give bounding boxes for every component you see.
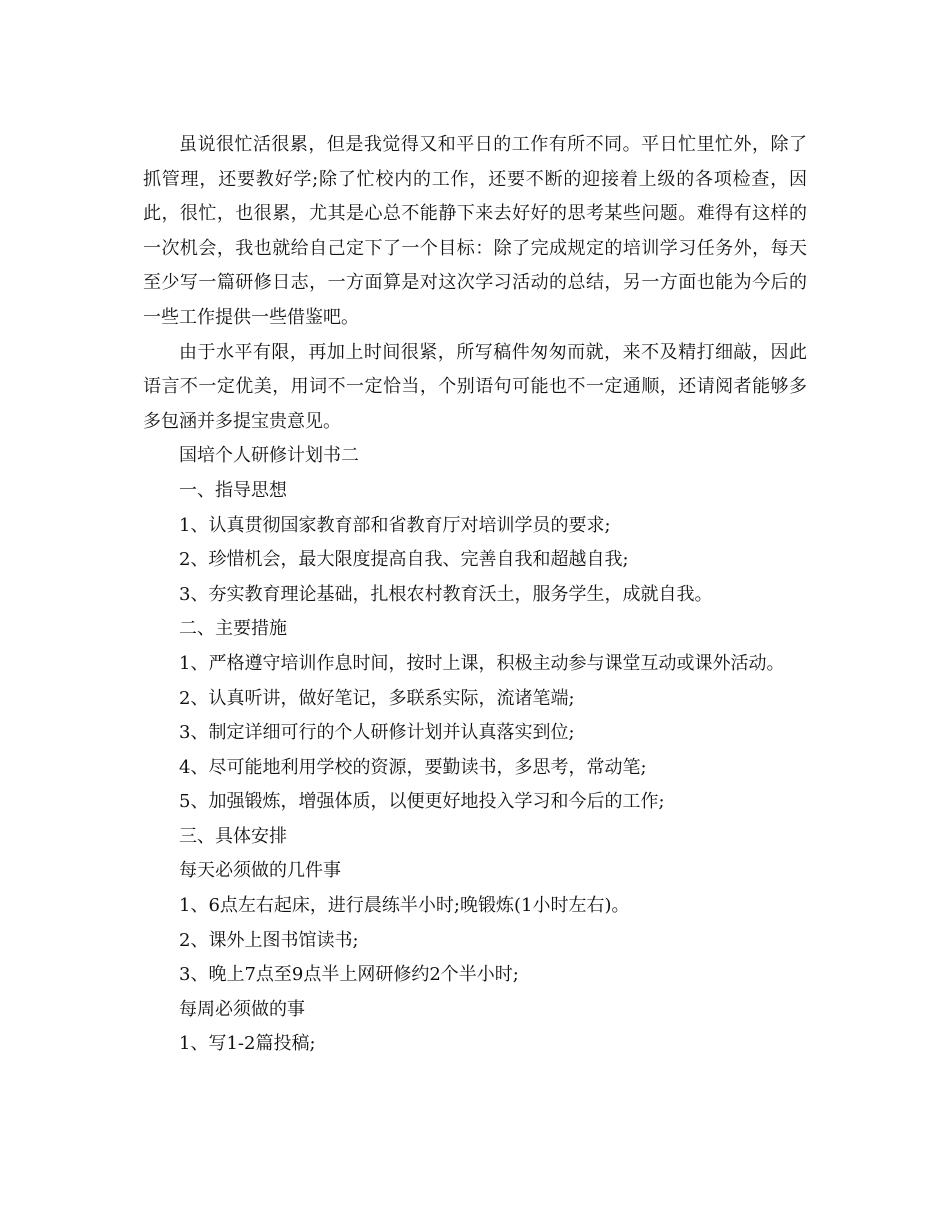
paragraph-disclaimer: 由于水平有限，再加上时间很紧，所写稿件匆匆而就，来不及精打细敲，因此语言不一定优美，用词不一定恰当，个别语句可能也不一定通顺，还请阅者能够多多包涵并多提宝贵意见。 [143,341,807,432]
plan-title: 国培个人研修计划书二 [179,445,359,467]
list-item: 1、6点左右起床，进行晨练半小时;晚锻炼(1小时左右)。 [179,895,630,917]
list-item: 3、晚上7点至9点半上网研修约2个半小时; [179,964,519,986]
paragraph-intro: 虽说很忙活很累，但是我觉得又和平日的工作有所不同。平日忙里忙外，除了抓管理，还要教好学;除了忙校内的工作，还要不断的迎接着上级的各项检查，因此，很忙，也很累，尤其是心总不能静下来去好好的思考某些问题。难得有这样的一次机会，我也就给自己定下了一个目标：除了完成规定的培训学习任务外，每天至少写一篇研修日志，一方面算是对这次学习活动的总结，另一方面也能为今后的一些工作提供一些借鉴吧。 [143,134,807,328]
list-item: 2、珍惜机会，最大限度提高自我、完善自我和超越自我; [179,549,629,571]
list-item: 1、写1-2篇投稿; [179,1033,316,1055]
list-item: 2、认真听讲，做好笔记，多联系实际，流诸笔端; [179,687,575,709]
subheading-weekly-tasks: 每周必须做的事 [179,998,305,1020]
section-heading-schedule: 三、具体安排 [179,825,287,847]
list-item: 2、课外上图书馆读书; [179,929,359,951]
list-item: 3、夯实教育理论基础，扎根农村教育沃土，服务学生，成就自我。 [179,583,713,605]
list-item: 5、加强锻炼，增强体质，以便更好地投入学习和今后的工作; [179,791,665,813]
subheading-daily-tasks: 每天必须做的几件事 [179,860,341,882]
list-item: 1、严格遵守培训作息时间，按时上课，积极主动参与课堂互动或课外活动。 [179,652,785,674]
list-item: 3、制定详细可行的个人研修计划并认真落实到位; [179,722,575,744]
section-heading-main-measures: 二、主要措施 [179,618,287,640]
section-heading-guiding-thought: 一、指导思想 [179,479,287,501]
list-item: 1、认真贯彻国家教育部和省教育厅对培训学员的要求; [179,514,611,536]
document-body [143,128,807,1062]
list-item: 4、尽可能地利用学校的资源，要勤读书，多思考，常动笔; [179,756,647,778]
